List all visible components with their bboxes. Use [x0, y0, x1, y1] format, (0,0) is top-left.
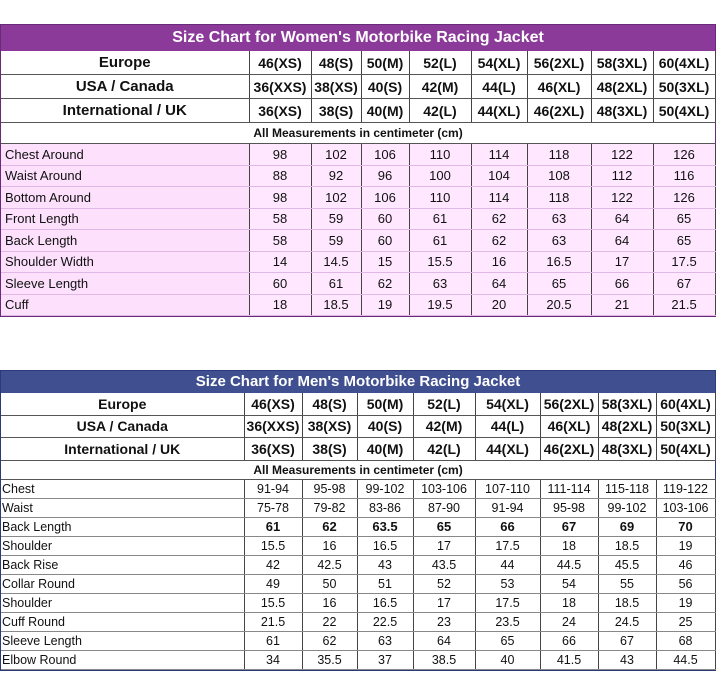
measurement-value: 16.5 [357, 536, 413, 555]
measurement-value: 96 [361, 165, 409, 187]
measurement-value: 68 [656, 632, 715, 651]
measurement-value: 63 [409, 273, 471, 295]
measurement-value: 21.5 [244, 613, 302, 632]
measurement-value: 37 [357, 651, 413, 670]
measurement-value: 104 [471, 165, 527, 187]
size-row [1, 438, 715, 461]
measurement-value: 62 [471, 230, 527, 252]
measurement-value: 43 [357, 555, 413, 574]
measurement-value: 122 [591, 187, 653, 209]
size-value: 38(XS) [302, 415, 357, 438]
measurement-value: 16 [302, 594, 357, 613]
size-value: 40(M) [361, 99, 409, 123]
measurement-row [1, 208, 715, 230]
measurement-value: 17 [413, 594, 475, 613]
measurement-value: 53 [475, 574, 540, 593]
measurement-value: 62 [471, 208, 527, 230]
measurement-value: 17.5 [475, 594, 540, 613]
measurement-value: 42.5 [302, 555, 357, 574]
size-value: 44(XL) [475, 438, 540, 461]
size-value: 42(M) [413, 415, 475, 438]
size-row-label: Europe [1, 393, 244, 415]
measurement-row [1, 230, 715, 252]
measurement-value: 58 [249, 230, 311, 252]
measurement-row [1, 251, 715, 273]
measurement-value: 91-94 [475, 498, 540, 517]
measurement-value: 126 [653, 187, 715, 209]
measurement-value: 15 [361, 251, 409, 273]
measurement-note-row [1, 123, 715, 144]
size-value: 44(L) [471, 75, 527, 99]
size-value: 44(L) [475, 415, 540, 438]
measurement-value: 38.5 [413, 651, 475, 670]
measurement-value: 99-102 [357, 479, 413, 498]
measurement-value: 40 [475, 651, 540, 670]
measurement-value: 16 [471, 251, 527, 273]
measurement-value: 67 [540, 517, 598, 536]
measurement-value: 51 [357, 574, 413, 593]
measurement-label: Shoulder [1, 594, 244, 613]
measurement-row [1, 574, 715, 593]
women-chart-title: Size Chart for Women's Motorbike Racing Jacket [1, 25, 715, 51]
measurement-row [1, 632, 715, 651]
measurement-value: 118 [527, 144, 591, 166]
measurement-value: 61 [244, 632, 302, 651]
measurement-value: 19 [361, 294, 409, 316]
measurement-value: 65 [413, 517, 475, 536]
measurement-value: 65 [653, 208, 715, 230]
size-value: 54(XL) [471, 51, 527, 75]
measurement-value: 63.5 [357, 517, 413, 536]
measurement-value: 110 [409, 187, 471, 209]
measurement-label: Back Length [1, 230, 249, 252]
measurement-value: 65 [527, 273, 591, 295]
measurement-value: 107-110 [475, 479, 540, 498]
measurement-value: 23.5 [475, 613, 540, 632]
measurement-value: 22.5 [357, 613, 413, 632]
measurement-value: 45.5 [598, 555, 656, 574]
size-value: 48(2XL) [598, 415, 656, 438]
measurement-value: 61 [409, 208, 471, 230]
size-value: 36(XXS) [249, 75, 311, 99]
measurement-value: 64 [591, 230, 653, 252]
measurement-value: 62 [302, 517, 357, 536]
measurement-value: 35.5 [302, 651, 357, 670]
measurement-value: 79-82 [302, 498, 357, 517]
measurement-value: 44.5 [656, 651, 715, 670]
measurement-value: 70 [656, 517, 715, 536]
measurement-value: 64 [471, 273, 527, 295]
measurement-value: 59 [311, 230, 361, 252]
size-value: 50(3XL) [656, 415, 715, 438]
measurement-value: 63 [527, 208, 591, 230]
measurement-value: 83-86 [357, 498, 413, 517]
men-chart-title: Size Chart for Men's Motorbike Racing Jacket [1, 371, 715, 393]
measurement-label: Waist [1, 498, 244, 517]
measurement-value: 21.5 [653, 294, 715, 316]
measurement-value: 58 [249, 208, 311, 230]
size-value: 48(2XL) [591, 75, 653, 99]
measurement-row [1, 555, 715, 574]
measurement-value: 22 [302, 613, 357, 632]
size-value: 40(M) [357, 438, 413, 461]
size-value: 42(L) [413, 438, 475, 461]
measurement-value: 46 [656, 555, 715, 574]
measurement-value: 100 [409, 165, 471, 187]
measurement-value: 66 [475, 517, 540, 536]
measurement-value: 98 [249, 187, 311, 209]
size-value: 46(2XL) [540, 438, 598, 461]
measurement-value: 98 [249, 144, 311, 166]
measurement-value: 92 [311, 165, 361, 187]
measurement-value: 61 [311, 273, 361, 295]
measurement-value: 43.5 [413, 555, 475, 574]
measurement-value: 17.5 [653, 251, 715, 273]
measurement-label: Sleeve Length [1, 632, 244, 651]
measurement-value: 60 [361, 208, 409, 230]
measurement-value: 87-90 [413, 498, 475, 517]
measurement-value: 75-78 [244, 498, 302, 517]
measurement-value: 95-98 [302, 479, 357, 498]
size-value: 50(M) [357, 393, 413, 415]
women-table-body [1, 25, 715, 316]
measurement-note: All Measurements in centimeter (cm) [1, 123, 715, 144]
measurement-value: 63 [527, 230, 591, 252]
size-value: 36(XS) [249, 99, 311, 123]
measurement-value: 18 [540, 536, 598, 555]
measurement-row [1, 479, 715, 498]
measurement-note: All Measurements in centimeter (cm) [1, 460, 715, 479]
measurement-note-row [1, 460, 715, 479]
measurement-label: Shoulder Width [1, 251, 249, 273]
measurement-value: 15.5 [244, 594, 302, 613]
measurement-label: Waist Around [1, 165, 249, 187]
size-value: 46(XS) [249, 51, 311, 75]
measurement-value: 44 [475, 555, 540, 574]
measurement-value: 19 [656, 594, 715, 613]
women-size-table [1, 25, 716, 316]
measurement-value: 34 [244, 651, 302, 670]
measurement-value: 14 [249, 251, 311, 273]
size-value: 46(XS) [244, 393, 302, 415]
size-value: 58(3XL) [591, 51, 653, 75]
size-row [1, 51, 715, 75]
measurement-value: 61 [244, 517, 302, 536]
size-value: 54(XL) [475, 393, 540, 415]
measurement-value: 16.5 [357, 594, 413, 613]
measurement-value: 119-122 [656, 479, 715, 498]
size-row-label: International / UK [1, 438, 244, 461]
measurement-label: Back Rise [1, 555, 244, 574]
measurement-value: 110 [409, 144, 471, 166]
measurement-value: 108 [527, 165, 591, 187]
measurement-value: 103-106 [656, 498, 715, 517]
measurement-value: 106 [361, 187, 409, 209]
size-value: 38(XS) [311, 75, 361, 99]
measurement-value: 60 [249, 273, 311, 295]
measurement-value: 122 [591, 144, 653, 166]
men-title-row [1, 371, 715, 393]
measurement-label: Cuff Round [1, 613, 244, 632]
measurement-value: 44.5 [540, 555, 598, 574]
measurement-label: Collar Round [1, 574, 244, 593]
measurement-value: 24.5 [598, 613, 656, 632]
measurement-value: 55 [598, 574, 656, 593]
measurement-row [1, 517, 715, 536]
size-row [1, 415, 715, 438]
measurement-value: 23 [413, 613, 475, 632]
measurement-value: 25 [656, 613, 715, 632]
measurement-value: 67 [598, 632, 656, 651]
measurement-label: Cuff [1, 294, 249, 316]
measurement-value: 49 [244, 574, 302, 593]
measurement-row [1, 273, 715, 295]
measurement-row [1, 294, 715, 316]
size-row-label: USA / Canada [1, 75, 249, 99]
measurement-value: 115-118 [598, 479, 656, 498]
measurement-value: 118 [527, 187, 591, 209]
measurement-value: 106 [361, 144, 409, 166]
measurement-value: 99-102 [598, 498, 656, 517]
measurement-value: 15.5 [244, 536, 302, 555]
size-value: 56(2XL) [527, 51, 591, 75]
measurement-row [1, 594, 715, 613]
measurement-value: 102 [311, 187, 361, 209]
size-value: 44(XL) [471, 99, 527, 123]
measurement-value: 54 [540, 574, 598, 593]
measurement-row [1, 651, 715, 670]
measurement-value: 65 [653, 230, 715, 252]
measurement-value: 65 [475, 632, 540, 651]
measurement-value: 60 [361, 230, 409, 252]
measurement-value: 19.5 [409, 294, 471, 316]
measurement-value: 66 [540, 632, 598, 651]
size-value: 50(M) [361, 51, 409, 75]
measurement-value: 114 [471, 187, 527, 209]
measurement-value: 114 [471, 144, 527, 166]
size-value: 50(3XL) [653, 75, 715, 99]
size-value: 40(S) [357, 415, 413, 438]
size-value: 46(2XL) [527, 99, 591, 123]
measurement-value: 62 [302, 632, 357, 651]
measurement-value: 24 [540, 613, 598, 632]
men-size-chart [0, 370, 716, 671]
size-value: 38(S) [302, 438, 357, 461]
measurement-label: Front Length [1, 208, 249, 230]
men-table-body [1, 371, 715, 670]
measurement-value: 15.5 [409, 251, 471, 273]
measurement-value: 111-114 [540, 479, 598, 498]
measurement-value: 126 [653, 144, 715, 166]
measurement-label: Shoulder [1, 536, 244, 555]
women-size-chart [0, 24, 716, 317]
size-value: 46(XL) [527, 75, 591, 99]
measurement-value: 50 [302, 574, 357, 593]
measurement-value: 19 [656, 536, 715, 555]
size-value: 58(3XL) [598, 393, 656, 415]
measurement-value: 88 [249, 165, 311, 187]
size-row-label: USA / Canada [1, 415, 244, 438]
measurement-row [1, 165, 715, 187]
measurement-value: 18.5 [598, 536, 656, 555]
measurement-value: 95-98 [540, 498, 598, 517]
measurement-value: 41.5 [540, 651, 598, 670]
size-value: 52(L) [409, 51, 471, 75]
measurement-value: 17 [591, 251, 653, 273]
size-value: 48(S) [311, 51, 361, 75]
measurement-label: Sleeve Length [1, 273, 249, 295]
measurement-row [1, 613, 715, 632]
measurement-label: Elbow Round [1, 651, 244, 670]
measurement-label: Chest Around [1, 144, 249, 166]
measurement-value: 16.5 [527, 251, 591, 273]
size-value: 50(4XL) [653, 99, 715, 123]
measurement-value: 63 [357, 632, 413, 651]
measurement-value: 103-106 [413, 479, 475, 498]
size-value: 46(XL) [540, 415, 598, 438]
measurement-value: 52 [413, 574, 475, 593]
size-value: 36(XXS) [244, 415, 302, 438]
size-value: 52(L) [413, 393, 475, 415]
measurement-row [1, 536, 715, 555]
measurement-label: Back Length [1, 517, 244, 536]
size-value: 48(3XL) [591, 99, 653, 123]
measurement-value: 16 [302, 536, 357, 555]
size-value: 38(S) [311, 99, 361, 123]
size-row [1, 99, 715, 123]
size-value: 48(3XL) [598, 438, 656, 461]
measurement-value: 20 [471, 294, 527, 316]
size-row [1, 393, 715, 415]
measurement-value: 61 [409, 230, 471, 252]
measurement-value: 59 [311, 208, 361, 230]
size-row-label: Europe [1, 51, 249, 75]
measurement-value: 62 [361, 273, 409, 295]
men-size-table [1, 371, 716, 670]
measurement-row [1, 498, 715, 517]
size-value: 40(S) [361, 75, 409, 99]
measurement-value: 66 [591, 273, 653, 295]
measurement-value: 116 [653, 165, 715, 187]
size-value: 48(S) [302, 393, 357, 415]
measurement-value: 18.5 [311, 294, 361, 316]
measurement-row [1, 144, 715, 166]
measurement-value: 14.5 [311, 251, 361, 273]
size-value: 56(2XL) [540, 393, 598, 415]
measurement-value: 56 [656, 574, 715, 593]
size-value: 42(M) [409, 75, 471, 99]
size-row-label: International / UK [1, 99, 249, 123]
measurement-label: Chest [1, 479, 244, 498]
measurement-value: 18 [540, 594, 598, 613]
measurement-value: 20.5 [527, 294, 591, 316]
women-title-row [1, 25, 715, 51]
measurement-value: 17.5 [475, 536, 540, 555]
size-value: 60(4XL) [656, 393, 715, 415]
size-row [1, 75, 715, 99]
measurement-value: 18.5 [598, 594, 656, 613]
measurement-value: 42 [244, 555, 302, 574]
measurement-value: 69 [598, 517, 656, 536]
size-value: 36(XS) [244, 438, 302, 461]
measurement-value: 18 [249, 294, 311, 316]
size-value: 60(4XL) [653, 51, 715, 75]
measurement-value: 91-94 [244, 479, 302, 498]
measurement-value: 21 [591, 294, 653, 316]
size-value: 50(4XL) [656, 438, 715, 461]
size-value: 42(L) [409, 99, 471, 123]
measurement-value: 43 [598, 651, 656, 670]
measurement-row [1, 187, 715, 209]
measurement-value: 17 [413, 536, 475, 555]
measurement-value: 102 [311, 144, 361, 166]
measurement-value: 67 [653, 273, 715, 295]
measurement-value: 64 [591, 208, 653, 230]
measurement-value: 112 [591, 165, 653, 187]
measurement-value: 64 [413, 632, 475, 651]
measurement-label: Bottom Around [1, 187, 249, 209]
